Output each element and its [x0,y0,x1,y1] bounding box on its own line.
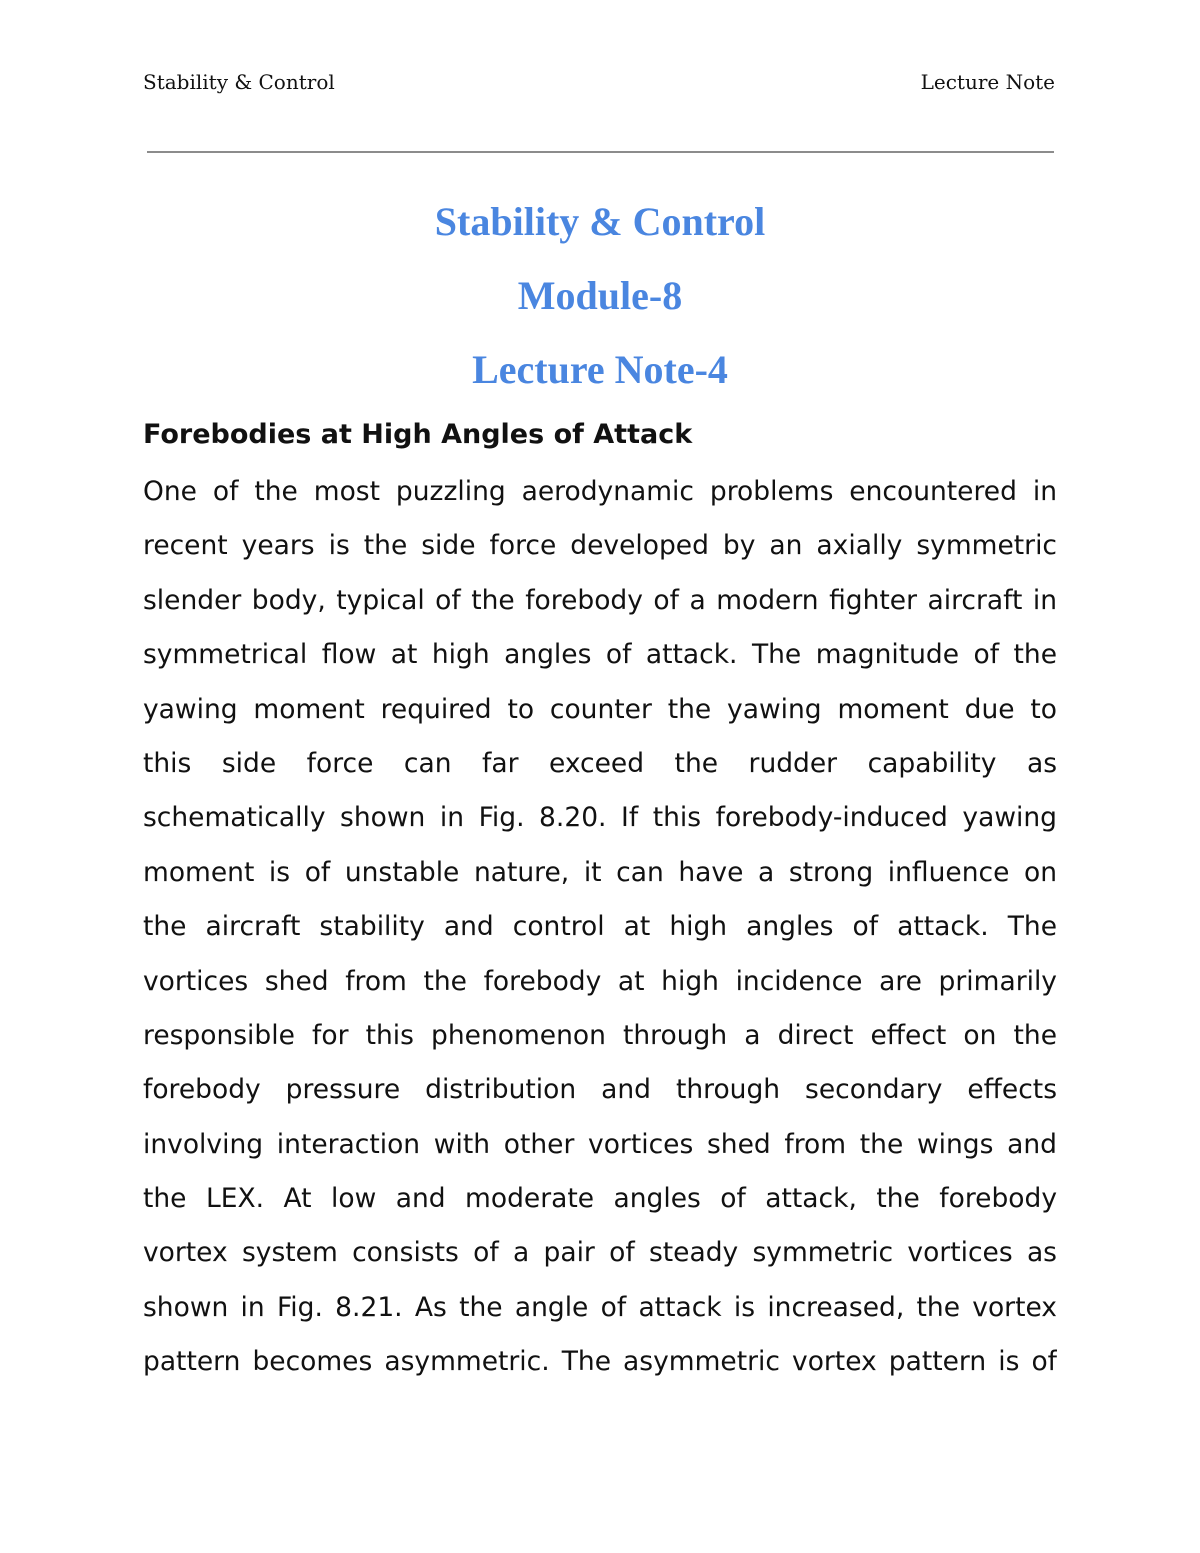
title-block [143,196,1057,418]
document-title: Stability & Control [434,199,766,244]
module-number: Module-8 [517,273,683,318]
paragraph-line: shown in Fig. 8.21. As the angle of attack is increased, the vortex [143,1291,1057,1323]
paragraph-line: the aircraft stability and control at high angles of attack. The [143,911,1057,943]
paragraph-line: involving interaction with other vortices shed from the wings and [143,1128,1057,1160]
section-heading: Forebodies at High Angles of Attack [143,419,693,450]
paragraph-line: schematically shown in Fig. 8.20. If this forebody-induced yawing [143,802,1057,834]
paragraph-line: recent years is the side force developed by an axially symmetric [143,530,1057,562]
running-header [143,70,1055,104]
paragraph-line: moment is of unstable nature, it can have a strong influence on [143,856,1057,888]
paragraph-line: vortex system consists of a pair of steady symmetric vortices as [143,1237,1057,1269]
paragraph-line: slender body, typical of the forebody of a modern fighter aircraft in [143,584,1057,616]
paragraph-line: vortices shed from the forebody at high incidence are primarily [143,965,1057,997]
header-left-text: Stability & Control [143,70,335,94]
paragraph-line: yawing moment required to counter the yawing moment due to [143,693,1057,725]
header-divider [147,151,1054,153]
paragraph-line: One of the most puzzling aerodynamic problems encountered in [143,476,1057,507]
paragraph-line: pattern becomes asymmetric. The asymmetric vortex pattern is of [143,1346,1057,1378]
paragraph-line: the LEX. At low and moderate angles of attack, the forebody [143,1183,1057,1215]
paragraph-line: symmetrical flow at high angles of attack. The magnitude of the [143,639,1057,671]
lecture-note-number: Lecture Note-4 [472,347,728,392]
paragraph-line: forebody pressure distribution and through secondary effects [143,1074,1057,1106]
body-paragraph [143,472,1057,1397]
paragraph-line: responsible for this phenomenon through a direct effect on the [143,1019,1057,1051]
paragraph-line: this side force can far exceed the rudder capability as [143,747,1057,779]
header-right-text: Lecture Note [920,70,1055,94]
